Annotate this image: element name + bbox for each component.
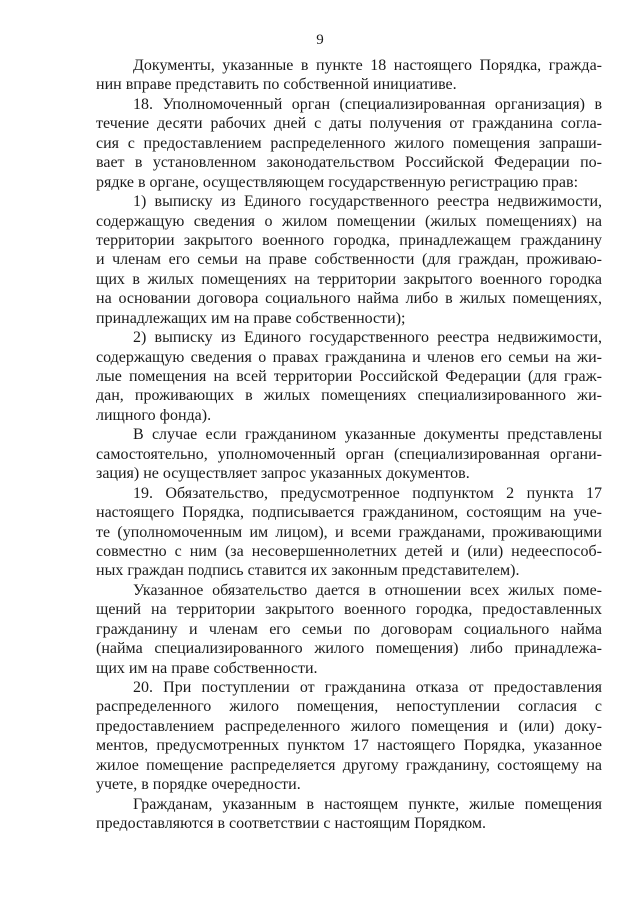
text-line: учете, в порядке очередности. [96, 776, 301, 794]
paragraph [96, 484, 602, 581]
paragraph [96, 95, 602, 192]
text-line: В случае если гражданином указанные документы представлены [133, 426, 602, 444]
text-line: щих в жилых помещениях на территории закрытого военного городка [96, 270, 602, 288]
paragraph [96, 678, 602, 795]
text-line: предоставлением распределенного жилого помещения и (или) доку- [96, 717, 602, 735]
text-line: принадлежащих им на праве собственности); [96, 309, 406, 327]
text-line: на основании договора социального найма либо в жилых помещениях, [96, 290, 602, 308]
text-line: предоставляются в соответствии с настоящим Порядком. [96, 815, 486, 833]
text-line: настоящего Порядка, подписывается гражданином, состоящим на уче- [96, 504, 602, 522]
page-number: 9 [316, 32, 324, 48]
text-line: Указанное обязательство дается в отношении всех жилых поме- [133, 581, 602, 599]
text-line: те (уполномоченным им лицом), и всеми гражданами, проживающими [96, 523, 602, 541]
text-line: щих им на праве собственности. [96, 659, 318, 677]
text-line: содержащую сведения о жилом помещении (жилых помещениях) на [96, 212, 602, 230]
paragraph [96, 795, 602, 834]
text-line: течение десяти рабочих дней с даты получения от гражданина согла- [96, 115, 602, 133]
paragraph [96, 328, 602, 425]
text-line: самостоятельно, уполномоченный орган (специализированная органи- [96, 445, 602, 463]
paragraph [96, 425, 602, 483]
text-line: гражданину и членам его семьи по договорам социального найма [96, 620, 602, 638]
text-line: Документы, указанные в пункте 18 настоящего Порядка, гражда- [133, 57, 602, 74]
text-line: щений на территории закрытого военного городка, предоставленных [96, 601, 602, 619]
text-line: 19. Обязательство, предусмотренное подпунктом 2 пункта 17 [133, 484, 602, 502]
text-line: сия с предоставлением распределенного жилого помещения запраши- [96, 134, 602, 152]
paragraph [96, 56, 602, 95]
text-line: распределенного жилого помещения, непоступлении согласия с [96, 698, 602, 716]
text-line: лые помещения на всей территории Российской Федерации (для граж- [96, 368, 602, 385]
paragraph [96, 581, 602, 678]
text-line: содержащую сведения о правах гражданина и членов его семьи на жи- [96, 348, 602, 366]
text-line: лищного фонда). [96, 406, 212, 424]
text-line: совместно с ним (за несовершеннолетних детей и (или) недееспособ- [96, 542, 602, 560]
text-line: 2) выписку из Единого государственного реестра недвижимости, [133, 329, 602, 347]
text-line: 18. Уполномоченный орган (специализированная организация) в [133, 95, 602, 113]
paragraph [96, 192, 602, 328]
text-line: нин вправе представить по собственной инициативе. [96, 76, 457, 94]
text-line: (найма специализированного жилого помещения) либо принадлежа- [96, 640, 602, 658]
text-line: рядке в органе, осуществляющем государственную регистрацию прав: [96, 173, 579, 191]
text-line: вает в установленном законодательством Российской Федерации по- [96, 154, 602, 172]
document-body [96, 56, 602, 834]
text-line: территории закрытого военного городка, принадлежащем гражданину [96, 231, 602, 249]
text-line: Гражданам, указанным в настоящем пункте, жилые помещения [133, 795, 602, 813]
text-line: и членам его семьи на праве собственности (для граждан, проживаю- [96, 251, 602, 269]
text-line: зация) не осуществляет запрос указанных документов. [96, 465, 470, 483]
text-line: 1) выписку из Единого государственного реестра недвижимости, [133, 193, 602, 211]
text-line: ных граждан подпись ставится их законным представителем). [96, 562, 520, 580]
text-line: дан, проживающих в жилых помещениях специализированного жи- [96, 387, 602, 405]
text-line: жилое помещение распределяется другому гражданину, состоящему на [96, 756, 602, 774]
text-line: 20. При поступлении от гражданина отказа от предоставления [133, 679, 602, 696]
text-line: ментов, предусмотренных пунктом 17 настоящего Порядка, указанное [96, 737, 602, 755]
